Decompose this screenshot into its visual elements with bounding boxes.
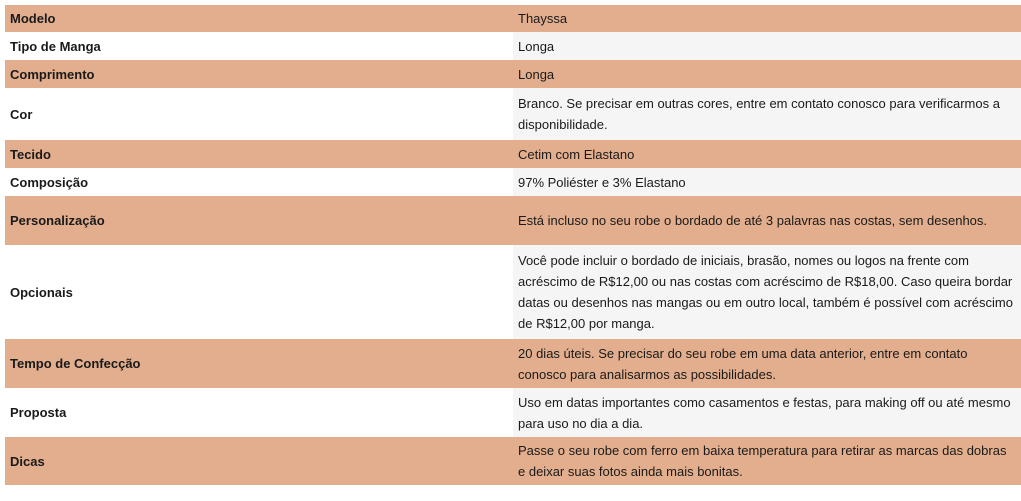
spec-value: Passe o seu robe com ferro em baixa temperatura para retirar as marcas das dobras e deixar suas fotos ainda mais bonitas. <box>513 437 1021 485</box>
spec-label: Tempo de Confecção <box>5 339 513 388</box>
spec-value: Longa <box>513 32 1021 60</box>
spec-value: 20 dias úteis. Se precisar do seu robe em uma data anterior, entre em contato conosco para analisarmos as possibilidades. <box>513 339 1021 388</box>
spec-value: Cetim com Elastano <box>513 140 1021 168</box>
spec-label: Opcionais <box>5 245 513 339</box>
spec-value: Thayssa <box>513 5 1021 32</box>
spec-value: Está incluso no seu robe o bordado de até 3 palavras nas costas, sem desenhos. <box>513 196 1021 245</box>
spec-row-personalizacao <box>5 196 1021 245</box>
spec-label: Modelo <box>5 5 513 32</box>
spec-label: Dicas <box>5 437 513 485</box>
spec-row-modelo <box>5 5 1021 32</box>
spec-label: Tecido <box>5 140 513 168</box>
spec-label: Composição <box>5 168 513 196</box>
spec-label: Personalização <box>5 196 513 245</box>
spec-label: Cor <box>5 88 513 140</box>
spec-row-proposta <box>5 388 1021 437</box>
spec-value: Você pode incluir o bordado de iniciais, brasão, nomes ou logos na frente com acréscimo de R$12,00 ou nas costas com acréscimo de R$18,00. Caso queira bordar datas ou desenhos nas mangas ou em outro local, também é possível com acréscimo de R$12,00 por manga. <box>513 245 1021 339</box>
spec-row-tempo-de-confeccao <box>5 339 1021 388</box>
spec-value: 97% Poliéster e 3% Elastano <box>513 168 1021 196</box>
spec-row-tipo-de-manga <box>5 32 1021 60</box>
spec-row-opcionais <box>5 245 1021 339</box>
spec-row-dicas <box>5 437 1021 485</box>
spec-row-composicao <box>5 168 1021 196</box>
product-spec-table <box>5 5 1021 485</box>
spec-value: Branco. Se precisar em outras cores, entre em contato conosco para verificarmos a disponibilidade. <box>513 88 1021 140</box>
spec-label: Proposta <box>5 388 513 437</box>
spec-value: Longa <box>513 60 1021 88</box>
spec-value: Uso em datas importantes como casamentos e festas, para making off ou até mesmo para uso no dia a dia. <box>513 388 1021 437</box>
spec-label: Tipo de Manga <box>5 32 513 60</box>
spec-label: Comprimento <box>5 60 513 88</box>
spec-row-tecido <box>5 140 1021 168</box>
spec-row-comprimento <box>5 60 1021 88</box>
spec-row-cor <box>5 88 1021 140</box>
